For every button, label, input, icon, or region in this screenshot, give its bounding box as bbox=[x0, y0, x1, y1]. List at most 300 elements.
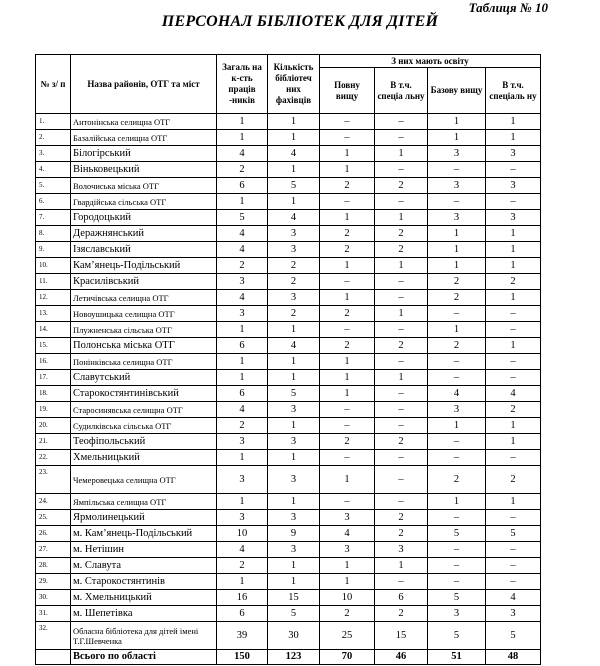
total-basic-special: 48 bbox=[486, 650, 541, 665]
header-basic-special: В т.ч. спеціаль ну bbox=[486, 68, 541, 114]
librarian-count: 1 bbox=[268, 162, 320, 178]
district-name: Деражнянський bbox=[71, 226, 217, 242]
row-number: 14. bbox=[36, 322, 71, 338]
row-number: 21. bbox=[36, 434, 71, 450]
higher-special-count: – bbox=[375, 114, 428, 130]
basic-special-count: – bbox=[486, 450, 541, 466]
row-number: 17. bbox=[36, 370, 71, 386]
table-header bbox=[36, 55, 541, 114]
librarian-count: 3 bbox=[268, 542, 320, 558]
basic-higher-count: 1 bbox=[428, 226, 486, 242]
basic-higher-count: 2 bbox=[428, 338, 486, 354]
table-row bbox=[36, 290, 541, 306]
basic-special-count: 4 bbox=[486, 590, 541, 606]
basic-special-count: – bbox=[486, 194, 541, 210]
librarian-count: 30 bbox=[268, 622, 320, 650]
table-row bbox=[36, 194, 541, 210]
district-name: Ізяславський bbox=[71, 242, 217, 258]
total-staff: 150 bbox=[217, 650, 268, 665]
district-name: Городоцький bbox=[71, 210, 217, 226]
row-number: 25. bbox=[36, 510, 71, 526]
higher-full-count: 1 bbox=[320, 574, 375, 590]
table-row bbox=[36, 146, 541, 162]
table-row bbox=[36, 114, 541, 130]
table-row bbox=[36, 226, 541, 242]
district-name: Летичівська селищна ОТГ bbox=[71, 290, 217, 306]
basic-special-count: 1 bbox=[486, 114, 541, 130]
basic-higher-count: – bbox=[428, 306, 486, 322]
basic-special-count: 1 bbox=[486, 290, 541, 306]
basic-higher-count: – bbox=[428, 542, 486, 558]
higher-full-count: 2 bbox=[320, 434, 375, 450]
higher-full-count: 3 bbox=[320, 542, 375, 558]
district-name: м. Шепетівка bbox=[71, 606, 217, 622]
librarian-count: 1 bbox=[268, 558, 320, 574]
librarian-count: 3 bbox=[268, 226, 320, 242]
district-name: м. Кам’янець-Подільський bbox=[71, 526, 217, 542]
higher-full-count: – bbox=[320, 494, 375, 510]
row-number: 29. bbox=[36, 574, 71, 590]
basic-higher-count: 3 bbox=[428, 606, 486, 622]
staff-count: 6 bbox=[217, 386, 268, 402]
librarian-count: 2 bbox=[268, 306, 320, 322]
higher-special-count: 1 bbox=[375, 306, 428, 322]
librarian-count: 5 bbox=[268, 606, 320, 622]
table-row bbox=[36, 466, 541, 494]
higher-full-count: 25 bbox=[320, 622, 375, 650]
row-number: 18. bbox=[36, 386, 71, 402]
row-number: 24. bbox=[36, 494, 71, 510]
staff-count: 6 bbox=[217, 606, 268, 622]
header-basic-higher: Базову вищу bbox=[428, 68, 486, 114]
librarian-count: 1 bbox=[268, 354, 320, 370]
district-name: м. Нетішин bbox=[71, 542, 217, 558]
row-number: 11. bbox=[36, 274, 71, 290]
row-number: 32. bbox=[36, 622, 71, 650]
basic-higher-count: – bbox=[428, 450, 486, 466]
district-name: Ярмолинецький bbox=[71, 510, 217, 526]
table-row bbox=[36, 494, 541, 510]
header-librarians: Кількість бібліотеч них фахівців bbox=[268, 55, 320, 114]
staff-count: 4 bbox=[217, 242, 268, 258]
basic-special-count: 5 bbox=[486, 622, 541, 650]
higher-full-count: 2 bbox=[320, 306, 375, 322]
basic-special-count: 1 bbox=[486, 338, 541, 354]
basic-higher-count: 2 bbox=[428, 274, 486, 290]
higher-full-count: – bbox=[320, 322, 375, 338]
higher-full-count: – bbox=[320, 418, 375, 434]
higher-special-count: 2 bbox=[375, 606, 428, 622]
table-row bbox=[36, 542, 541, 558]
table-row bbox=[36, 386, 541, 402]
basic-special-count: 1 bbox=[486, 418, 541, 434]
higher-special-count: – bbox=[375, 402, 428, 418]
librarian-count: 5 bbox=[268, 386, 320, 402]
basic-higher-count: 1 bbox=[428, 130, 486, 146]
table-row bbox=[36, 354, 541, 370]
higher-full-count: 1 bbox=[320, 146, 375, 162]
district-name: Новоушицька селищна ОТГ bbox=[71, 306, 217, 322]
staff-count: 2 bbox=[217, 558, 268, 574]
librarian-count: 1 bbox=[268, 450, 320, 466]
higher-full-count: 10 bbox=[320, 590, 375, 606]
staff-count: 6 bbox=[217, 338, 268, 354]
row-number: 5. bbox=[36, 178, 71, 194]
table-row bbox=[36, 402, 541, 418]
total-higher-full: 70 bbox=[320, 650, 375, 665]
staff-count: 1 bbox=[217, 114, 268, 130]
staff-count: 3 bbox=[217, 434, 268, 450]
district-name: Ямпільська селищна ОТГ bbox=[71, 494, 217, 510]
basic-special-count: – bbox=[486, 322, 541, 338]
staff-count: 4 bbox=[217, 146, 268, 162]
higher-full-count: 1 bbox=[320, 386, 375, 402]
higher-special-count: – bbox=[375, 162, 428, 178]
staff-count: 1 bbox=[217, 574, 268, 590]
table-body bbox=[36, 114, 541, 650]
higher-special-count: 15 bbox=[375, 622, 428, 650]
basic-special-count: – bbox=[486, 306, 541, 322]
higher-full-count: – bbox=[320, 274, 375, 290]
staff-count: 3 bbox=[217, 510, 268, 526]
basic-special-count: – bbox=[486, 162, 541, 178]
table-row bbox=[36, 526, 541, 542]
basic-higher-count: 5 bbox=[428, 590, 486, 606]
staff-count: 4 bbox=[217, 290, 268, 306]
staff-count: 1 bbox=[217, 322, 268, 338]
staff-count: 1 bbox=[217, 130, 268, 146]
basic-special-count: 3 bbox=[486, 146, 541, 162]
basic-special-count: 1 bbox=[486, 242, 541, 258]
district-name: Теофіпольський bbox=[71, 434, 217, 450]
total-higher-special: 46 bbox=[375, 650, 428, 665]
basic-higher-count: – bbox=[428, 510, 486, 526]
table-row bbox=[36, 274, 541, 290]
district-name: Понінківська селищна ОТГ bbox=[71, 354, 217, 370]
higher-special-count: 2 bbox=[375, 226, 428, 242]
basic-special-count: – bbox=[486, 574, 541, 590]
higher-full-count: 1 bbox=[320, 370, 375, 386]
higher-special-count: – bbox=[375, 418, 428, 434]
row-number: 3. bbox=[36, 146, 71, 162]
basic-higher-count: 1 bbox=[428, 114, 486, 130]
total-librarians: 123 bbox=[268, 650, 320, 665]
basic-higher-count: 1 bbox=[428, 418, 486, 434]
district-name: Полонська міська ОТГ bbox=[71, 338, 217, 354]
higher-special-count: 1 bbox=[375, 258, 428, 274]
header-education-group: З них мають освіту bbox=[320, 55, 541, 68]
basic-special-count: 2 bbox=[486, 402, 541, 418]
basic-higher-count: 5 bbox=[428, 526, 486, 542]
higher-special-count: – bbox=[375, 494, 428, 510]
district-name: Волочиська міська ОТГ bbox=[71, 178, 217, 194]
higher-full-count: 2 bbox=[320, 338, 375, 354]
basic-higher-count: 3 bbox=[428, 210, 486, 226]
basic-higher-count: – bbox=[428, 354, 486, 370]
higher-special-count: – bbox=[375, 322, 428, 338]
basic-higher-count: 3 bbox=[428, 402, 486, 418]
higher-special-count: 2 bbox=[375, 242, 428, 258]
higher-special-count: 1 bbox=[375, 210, 428, 226]
basic-higher-count: – bbox=[428, 434, 486, 450]
basic-special-count: 1 bbox=[486, 434, 541, 450]
higher-special-count: 2 bbox=[375, 510, 428, 526]
librarian-count: 2 bbox=[268, 274, 320, 290]
district-name: Славутський bbox=[71, 370, 217, 386]
row-number: 30. bbox=[36, 590, 71, 606]
higher-special-count: – bbox=[375, 450, 428, 466]
staff-count: 2 bbox=[217, 162, 268, 178]
basic-special-count: 2 bbox=[486, 466, 541, 494]
district-name: Віньковецький bbox=[71, 162, 217, 178]
staff-count: 1 bbox=[217, 450, 268, 466]
librarian-count: 1 bbox=[268, 194, 320, 210]
librarian-count: 4 bbox=[268, 146, 320, 162]
higher-full-count: 1 bbox=[320, 258, 375, 274]
librarian-count: 4 bbox=[268, 338, 320, 354]
header-num: № з/ п bbox=[36, 55, 71, 114]
basic-higher-count: 2 bbox=[428, 466, 486, 494]
total-label: Всього по області bbox=[71, 650, 217, 665]
table-row bbox=[36, 558, 541, 574]
district-name: Базалійська селищна ОТГ bbox=[71, 130, 217, 146]
higher-full-count: 2 bbox=[320, 606, 375, 622]
district-name: Хмельницький bbox=[71, 450, 217, 466]
librarian-count: 1 bbox=[268, 418, 320, 434]
staff-count: 1 bbox=[217, 194, 268, 210]
table-row bbox=[36, 606, 541, 622]
table-row bbox=[36, 590, 541, 606]
table-row bbox=[36, 162, 541, 178]
librarian-count: 3 bbox=[268, 434, 320, 450]
table-row bbox=[36, 574, 541, 590]
row-number: 28. bbox=[36, 558, 71, 574]
basic-higher-count: – bbox=[428, 370, 486, 386]
staff-count: 4 bbox=[217, 402, 268, 418]
staff-count: 1 bbox=[217, 354, 268, 370]
basic-higher-count: – bbox=[428, 194, 486, 210]
basic-higher-count: 3 bbox=[428, 178, 486, 194]
table-row bbox=[36, 178, 541, 194]
table-row bbox=[36, 130, 541, 146]
basic-special-count: 3 bbox=[486, 210, 541, 226]
librarian-count: 1 bbox=[268, 370, 320, 386]
table-row bbox=[36, 434, 541, 450]
basic-higher-count: – bbox=[428, 558, 486, 574]
district-name: Кам’янець-Подільський bbox=[71, 258, 217, 274]
district-name: Гвардійська сільська ОТГ bbox=[71, 194, 217, 210]
librarian-count: 3 bbox=[268, 466, 320, 494]
basic-special-count: 4 bbox=[486, 386, 541, 402]
staff-count: 16 bbox=[217, 590, 268, 606]
row-number: 23. bbox=[36, 466, 71, 494]
higher-special-count: – bbox=[375, 574, 428, 590]
staff-table bbox=[35, 54, 541, 665]
table-row bbox=[36, 418, 541, 434]
basic-higher-count: 5 bbox=[428, 622, 486, 650]
higher-full-count: 2 bbox=[320, 242, 375, 258]
row-number: 9. bbox=[36, 242, 71, 258]
row-number: 20. bbox=[36, 418, 71, 434]
district-name: Антонінська селищна ОТГ bbox=[71, 114, 217, 130]
librarian-count: 9 bbox=[268, 526, 320, 542]
higher-special-count: – bbox=[375, 466, 428, 494]
row-number: 7. bbox=[36, 210, 71, 226]
higher-full-count: 2 bbox=[320, 178, 375, 194]
librarian-count: 15 bbox=[268, 590, 320, 606]
table-row bbox=[36, 510, 541, 526]
table-row bbox=[36, 450, 541, 466]
basic-higher-count: 4 bbox=[428, 386, 486, 402]
staff-count: 1 bbox=[217, 494, 268, 510]
basic-special-count: – bbox=[486, 510, 541, 526]
basic-higher-count: 1 bbox=[428, 258, 486, 274]
table-row bbox=[36, 370, 541, 386]
basic-higher-count: 3 bbox=[428, 146, 486, 162]
higher-full-count: – bbox=[320, 450, 375, 466]
higher-full-count: 3 bbox=[320, 510, 375, 526]
staff-count: 1 bbox=[217, 370, 268, 386]
basic-special-count: 1 bbox=[486, 130, 541, 146]
librarian-count: 3 bbox=[268, 290, 320, 306]
higher-full-count: 1 bbox=[320, 210, 375, 226]
table-number: Таблиця № 10 bbox=[468, 0, 548, 15]
higher-special-count: 1 bbox=[375, 146, 428, 162]
higher-full-count: – bbox=[320, 114, 375, 130]
staff-count: 3 bbox=[217, 306, 268, 322]
higher-full-count: 1 bbox=[320, 162, 375, 178]
higher-special-count: – bbox=[375, 194, 428, 210]
higher-special-count: 2 bbox=[375, 526, 428, 542]
higher-special-count: 1 bbox=[375, 370, 428, 386]
district-name: Чемеровецька селищна ОТГ bbox=[71, 466, 217, 494]
higher-full-count: 1 bbox=[320, 466, 375, 494]
table-row bbox=[36, 322, 541, 338]
staff-count: 3 bbox=[217, 274, 268, 290]
librarian-count: 1 bbox=[268, 322, 320, 338]
district-name: Обласна бібліотека для дітей імені Т.Г.Шевченка bbox=[71, 622, 217, 650]
table-row bbox=[36, 338, 541, 354]
row-number: 2. bbox=[36, 130, 71, 146]
total-row bbox=[36, 650, 541, 665]
higher-special-count: – bbox=[375, 290, 428, 306]
header-total: Загаль на к-сть праців -ників bbox=[217, 55, 268, 114]
staff-count: 39 bbox=[217, 622, 268, 650]
row-number: 27. bbox=[36, 542, 71, 558]
basic-special-count: 2 bbox=[486, 274, 541, 290]
higher-special-count: – bbox=[375, 130, 428, 146]
district-name: м. Хмельницький bbox=[71, 590, 217, 606]
district-name: Старокостянтинівський bbox=[71, 386, 217, 402]
higher-special-count: 6 bbox=[375, 590, 428, 606]
row-number: 12. bbox=[36, 290, 71, 306]
librarian-count: 3 bbox=[268, 242, 320, 258]
basic-higher-count: – bbox=[428, 574, 486, 590]
librarian-count: 1 bbox=[268, 130, 320, 146]
basic-special-count: 1 bbox=[486, 258, 541, 274]
higher-special-count: – bbox=[375, 386, 428, 402]
staff-count: 3 bbox=[217, 466, 268, 494]
staff-count: 2 bbox=[217, 418, 268, 434]
librarian-count: 1 bbox=[268, 494, 320, 510]
header-higher-full: Повну вищу bbox=[320, 68, 375, 114]
row-number: 4. bbox=[36, 162, 71, 178]
district-name: Плужненська сільська ОТГ bbox=[71, 322, 217, 338]
staff-count: 10 bbox=[217, 526, 268, 542]
higher-full-count: – bbox=[320, 130, 375, 146]
basic-higher-count: 1 bbox=[428, 494, 486, 510]
higher-full-count: 1 bbox=[320, 290, 375, 306]
basic-special-count: – bbox=[486, 558, 541, 574]
librarian-count: 4 bbox=[268, 210, 320, 226]
row-number: 6. bbox=[36, 194, 71, 210]
row-number: 13. bbox=[36, 306, 71, 322]
row-number: 19. bbox=[36, 402, 71, 418]
higher-special-count: 3 bbox=[375, 542, 428, 558]
page-title: ПЕРСОНАЛ БІБЛІОТЕК ДЛЯ ДІТЕЙ bbox=[161, 13, 439, 30]
higher-special-count: 2 bbox=[375, 178, 428, 194]
basic-special-count: 1 bbox=[486, 226, 541, 242]
higher-special-count: – bbox=[375, 274, 428, 290]
staff-count: 2 bbox=[217, 258, 268, 274]
basic-special-count: 3 bbox=[486, 606, 541, 622]
librarian-count: 1 bbox=[268, 114, 320, 130]
district-name: Старосинявська селищна ОТГ bbox=[71, 402, 217, 418]
basic-special-count: 5 bbox=[486, 526, 541, 542]
row-number: 26. bbox=[36, 526, 71, 542]
table-row bbox=[36, 210, 541, 226]
row-number: 31. bbox=[36, 606, 71, 622]
row-number: 15. bbox=[36, 338, 71, 354]
staff-count: 4 bbox=[217, 542, 268, 558]
basic-higher-count: 1 bbox=[428, 322, 486, 338]
librarian-count: 2 bbox=[268, 258, 320, 274]
librarian-count: 1 bbox=[268, 574, 320, 590]
row-number: 10. bbox=[36, 258, 71, 274]
higher-special-count: – bbox=[375, 354, 428, 370]
librarian-count: 3 bbox=[268, 402, 320, 418]
row-number: 16. bbox=[36, 354, 71, 370]
table-row bbox=[36, 306, 541, 322]
higher-full-count: 2 bbox=[320, 226, 375, 242]
higher-full-count: – bbox=[320, 194, 375, 210]
higher-special-count: 1 bbox=[375, 558, 428, 574]
district-name: м. Славута bbox=[71, 558, 217, 574]
table-row bbox=[36, 242, 541, 258]
staff-count: 6 bbox=[217, 178, 268, 194]
total-num-cell bbox=[36, 650, 71, 665]
basic-special-count: 1 bbox=[486, 494, 541, 510]
higher-special-count: 2 bbox=[375, 434, 428, 450]
district-name: м. Старокостянтинів bbox=[71, 574, 217, 590]
table-row bbox=[36, 258, 541, 274]
header-name: Назва районів, ОТГ та міст bbox=[71, 55, 217, 114]
row-number: 8. bbox=[36, 226, 71, 242]
basic-special-count: – bbox=[486, 354, 541, 370]
header-higher-special: В т.ч. спеціа льну bbox=[375, 68, 428, 114]
higher-full-count: 1 bbox=[320, 558, 375, 574]
basic-higher-count: – bbox=[428, 162, 486, 178]
basic-special-count: – bbox=[486, 370, 541, 386]
table-row bbox=[36, 622, 541, 650]
total-basic-higher: 51 bbox=[428, 650, 486, 665]
higher-full-count: 1 bbox=[320, 354, 375, 370]
row-number: 22. bbox=[36, 450, 71, 466]
district-name: Красилівський bbox=[71, 274, 217, 290]
basic-special-count: 3 bbox=[486, 178, 541, 194]
higher-full-count: 4 bbox=[320, 526, 375, 542]
district-name: Судилківська сільська ОТГ bbox=[71, 418, 217, 434]
